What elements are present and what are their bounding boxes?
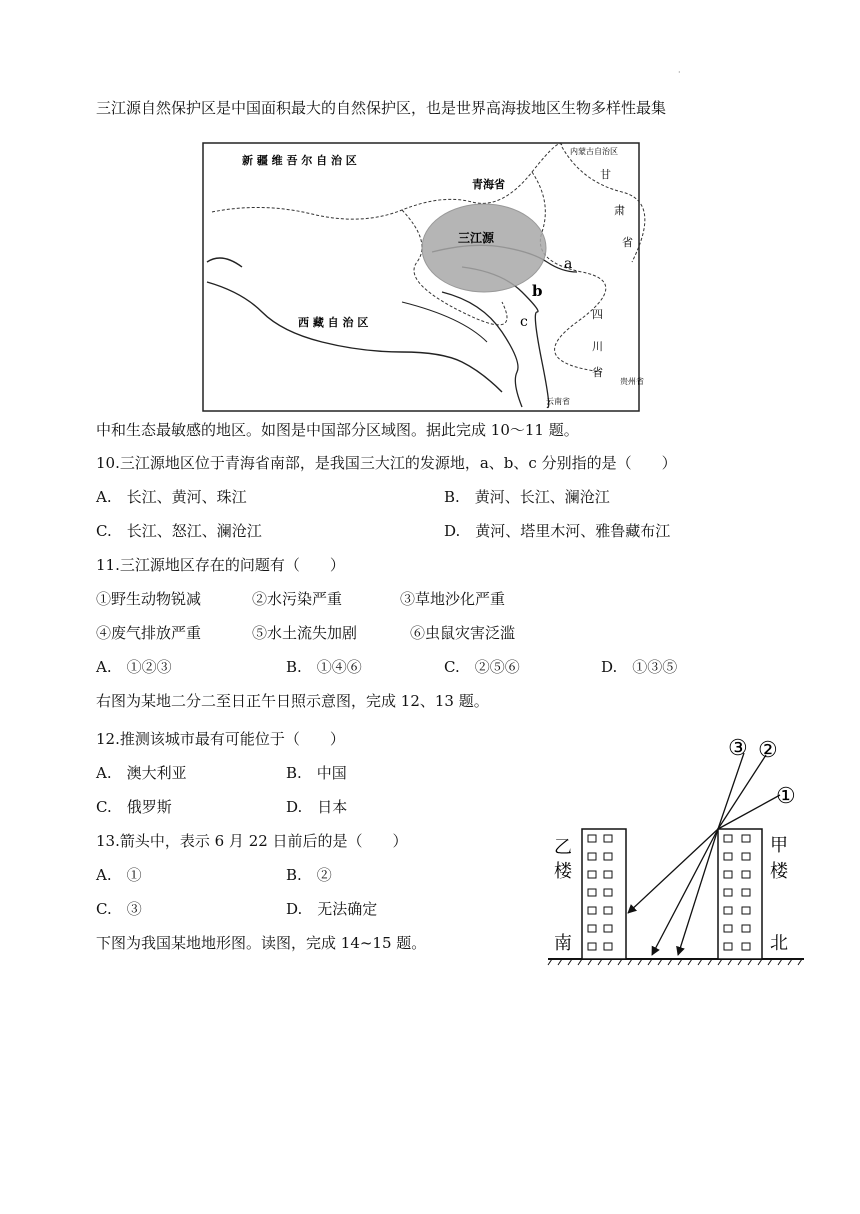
q10-stem: 10.三江源地区位于青海省南部，是我国三大江的发源地，a、b、c 分别指的是（ ）: [96, 454, 677, 472]
q11-option-a: A. ①②③: [96, 658, 172, 676]
q12-option-a: A. 澳大利亚: [96, 764, 187, 782]
label-guizhou: 贵州省: [620, 377, 644, 386]
q11-item-6: ⑥虫鼠灾害泛滥: [410, 624, 516, 642]
q11-item-5: ⑤水土流失加剧: [252, 624, 358, 642]
label-river-b: b: [532, 282, 543, 300]
building-jia: [718, 829, 762, 959]
intro-12-13: 右图为某地二分二至日正午日照示意图，完成 12、13 题。: [96, 692, 489, 710]
label-yunnan: 云南省: [546, 397, 570, 406]
label-jia: 甲: [770, 835, 788, 856]
label-south: 南: [554, 933, 572, 954]
q12-option-b: B. 中国: [286, 764, 347, 782]
q11-option-d: D. ①③⑤: [601, 658, 678, 676]
label-north: 北: [770, 933, 788, 954]
label-lou-jia: 楼: [770, 861, 788, 882]
china-region-map: [202, 142, 644, 412]
q11-item-2: ②水污染严重: [252, 590, 343, 608]
label-yi: 乙: [554, 837, 572, 858]
q12-option-d: D. 日本: [286, 798, 348, 816]
q11-item-4: ④废气排放严重: [96, 624, 202, 642]
q11-option-b: B. ①④⑥: [286, 658, 362, 676]
q12-option-c: C. 俄罗斯: [96, 798, 172, 816]
label-river-a: a: [564, 256, 573, 272]
label-sheng-gansu: 省: [622, 236, 633, 249]
q13-option-d: D. 无法确定: [286, 900, 378, 918]
intro-14-15: 下图为我国某地地形图。读图，完成 14~15 题。: [96, 934, 427, 952]
ray-2-arrow: [652, 829, 718, 955]
sanjiangyuan-area: [422, 204, 546, 292]
label-lou-yi: 楼: [554, 861, 572, 882]
label-si: 四: [592, 308, 603, 321]
label-gan: 甘: [600, 168, 611, 181]
label-sanjiangyuan: 三江源: [458, 231, 495, 245]
q13-option-a: A. ①: [96, 866, 142, 884]
label-neimenggu: 内蒙古自治区: [570, 147, 618, 156]
q13-option-b: B. ②: [286, 866, 332, 884]
q10-option-d: D. 黄河、塔里木河、雅鲁藏布江: [444, 522, 671, 540]
q11-item-1: ①野生动物锐减: [96, 590, 202, 608]
q10-option-c: C. 长江、怒江、澜沧江: [96, 522, 262, 540]
intro-line-1: 三江源自然保护区是中国面积最大的自然保护区，也是世界高海拔地区生物多样性最集: [96, 99, 667, 117]
map-frame: [203, 143, 639, 411]
q13-option-c: C. ③: [96, 900, 142, 918]
noon-sun-diagram: [548, 733, 806, 967]
q10-option-a: A. 长江、黄河、珠江: [96, 488, 247, 506]
ray-2-incoming: [718, 755, 766, 829]
label-ray-1: ①: [776, 784, 796, 809]
label-su: 肃: [614, 204, 625, 217]
page-mark: ·: [678, 68, 681, 77]
q11-stem: 11.三江源地区存在的问题有（ ）: [96, 556, 345, 574]
q10-option-b: B. 黄河、长江、澜沧江: [444, 488, 610, 506]
label-xinjiang: 新 疆 维 吾 尔 自 治 区: [242, 154, 357, 167]
q13-stem: 13.箭头中，表示 6 月 22 日前后的是（ ）: [96, 832, 408, 850]
label-sheng-sichuan: 省: [592, 366, 603, 379]
label-ray-3: ③: [728, 736, 748, 761]
label-river-c: c: [520, 314, 528, 330]
label-xizang: 西 藏 自 治 区: [298, 316, 369, 329]
q12-stem: 12.推测该城市最有可能位于（ ）: [96, 730, 345, 748]
label-chuan: 川: [592, 340, 603, 353]
label-qinghai: 青海省: [472, 178, 505, 191]
q11-option-c: C. ②⑤⑥: [444, 658, 520, 676]
label-ray-2: ②: [758, 738, 778, 763]
q11-item-3: ③草地沙化严重: [400, 590, 506, 608]
intro-line-2: 中和生态最敏感的地区。如图是中国部分区域图。据此完成 10～11 题。: [96, 421, 579, 439]
